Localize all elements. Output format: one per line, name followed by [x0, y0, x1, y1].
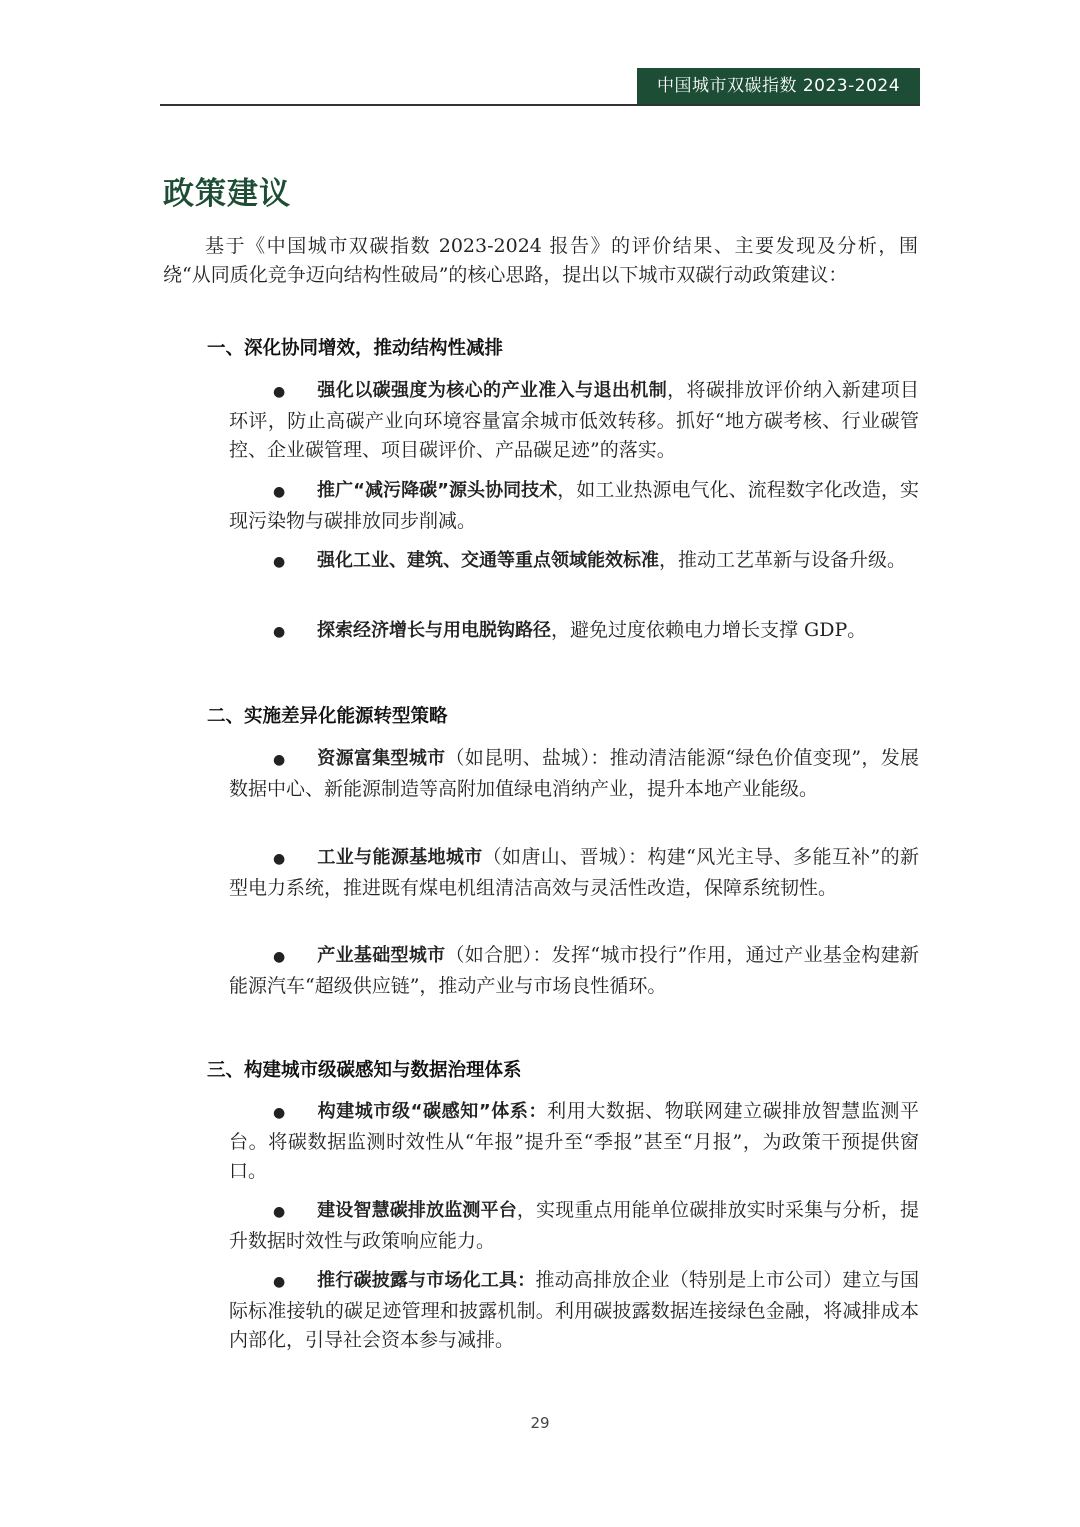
bullet-icon: ●	[273, 554, 286, 570]
list-item	[229, 1097, 919, 1186]
intro-paragraph: 基于《中国城市双碳指数 2023-2024 报告》的评价结果、主要发现及分析，围绕“从同质化竞争迈向结构性破局”的核心思路，提出以下城市双碳行动政策建议：	[163, 235, 918, 286]
list-item	[229, 941, 919, 1001]
bullet-text: ，避免过度依赖电力增长支撑 GDP。	[551, 619, 867, 641]
list-item	[229, 616, 929, 647]
bullet-text: （如合肥）：发挥“城市投行”作用，通过产业基金构建新能源汽车“超级供应链”，推动产业与市场良性循环。	[229, 944, 920, 997]
list-item	[229, 843, 919, 903]
bullet-icon: ●	[273, 1105, 286, 1121]
bullet-text: ，将碳排放评价纳入新建项目环评，防止高碳产业向环境容量富余城市低效转移。抓好“地方碳考核、行业碳管控、企业碳管理、项目碳评价、产品碳足迹”的落实。	[229, 379, 919, 461]
bullet-text: ，如工业热源电气化、流程数字化改造，实现污染物与碳排放同步削减。	[229, 479, 919, 532]
list-item	[229, 1266, 919, 1355]
bullet-text: ，实现重点用能单位碳排放实时采集与分析，提升数据时效性与政策响应能力。	[229, 1199, 919, 1252]
list-item	[229, 546, 919, 577]
bullet-text: （如昆明、盐城）：推动清洁能源“绿色价值变现”，发展数据中心、新能源制造等高附加值绿电消纳产业，提升本地产业能级。	[229, 747, 920, 800]
bullet-bold-text: 强化工业、建筑、交通等重点领域能效标准	[317, 550, 659, 571]
bullet-bold-text: 产业基础型城市	[317, 945, 446, 966]
bullet-icon: ●	[273, 752, 286, 768]
bullet-text: 推动高排放企业（特别是上市公司）建立与国际标准接轨的碳足迹管理和披露机制。利用碳披露数据连接绿色金融，将减排成本内部化，引导社会资本参与减排。	[229, 1269, 919, 1351]
section-heading-2: 二、实施差异化能源转型策略	[207, 706, 448, 727]
header-divider	[160, 104, 920, 106]
section-heading-3: 三、构建城市级碳感知与数据治理体系	[207, 1060, 522, 1081]
list-item	[229, 744, 919, 804]
bullet-text: （如唐山、晋城）：构建“风光主导、多能互补”的新型电力系统，推进既有煤电机组清洁高效与灵活性改造，保障系统韧性。	[229, 846, 919, 899]
bullet-bold-text: 推行碳披露与市场化工具：	[317, 1270, 536, 1291]
bullet-icon: ●	[273, 949, 286, 965]
bullet-icon: ●	[273, 1274, 286, 1290]
page-title: 政策建议	[163, 176, 291, 212]
bullet-bold-text: 强化以碳强度为核心的产业准入与退出机制	[317, 380, 668, 401]
section-heading-1: 一、深化协同增效，推动结构性减排	[207, 338, 504, 359]
bullet-icon: ●	[273, 484, 286, 500]
bullet-bold-text: 建设智慧碳排放监测平台	[317, 1200, 517, 1221]
report-header-tag: 中国城市双碳指数 2023-2024	[637, 68, 920, 104]
bullet-icon: ●	[273, 851, 286, 867]
bullet-icon: ●	[273, 384, 286, 400]
list-item	[229, 476, 919, 536]
bullet-icon: ●	[273, 624, 286, 640]
bullet-bold-text: 资源富集型城市	[317, 748, 446, 769]
bullet-bold-text: 构建城市级“碳感知”体系：	[317, 1101, 548, 1122]
bullet-text: 利用大数据、物联网建立碳排放智慧监测平台。将碳数据监测时效性从“年报”提升至“季报”甚至“月报”，为政策干预提供窗口。	[229, 1100, 919, 1182]
bullet-bold-text: 推广“减污降碳”源头协同技术	[317, 480, 558, 501]
bullet-bold-text: 探索经济增长与用电脱钩路径	[317, 620, 551, 641]
bullet-icon: ●	[273, 1204, 286, 1220]
page-number: 29	[530, 1414, 550, 1432]
list-item	[229, 1196, 919, 1256]
bullet-text: ，推动工艺革新与设备升级。	[659, 549, 907, 571]
bullet-bold-text: 工业与能源基地城市	[317, 847, 483, 868]
list-item	[229, 376, 919, 465]
